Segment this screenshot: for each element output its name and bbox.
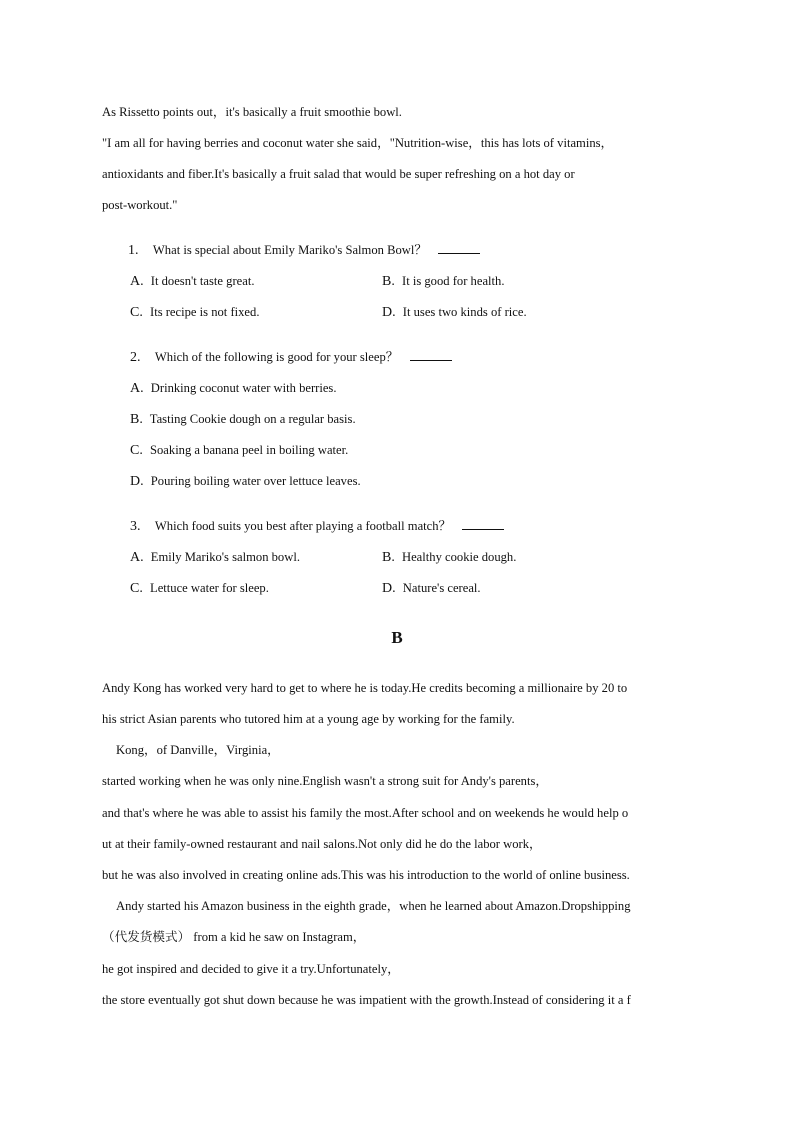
option-b: [382, 273, 504, 290]
option-text: Nature's cereal.: [402, 581, 481, 595]
option-text: Its recipe is not fixed.: [150, 305, 260, 319]
passage-line: As Rissetto points out，it's basically a fruit smoothie bowl.: [102, 105, 402, 119]
option-b: [130, 411, 356, 428]
option-c: [130, 580, 269, 597]
passage-line: Andy started his Amazon business in the eighth grade，when he learned about Amazon.Dropshipping: [116, 899, 631, 913]
question-1: [128, 242, 480, 259]
option-letter: B.: [382, 274, 395, 289]
option-d: [382, 304, 527, 321]
question-number: 3.: [130, 519, 141, 534]
option-letter: D.: [382, 305, 396, 320]
question-text: Which food suits you best after playing a football match？: [154, 519, 452, 533]
option-a: [130, 273, 254, 290]
option-letter: B.: [130, 412, 143, 427]
option-letter: A.: [130, 381, 144, 396]
answer-blank: [438, 242, 480, 254]
option-text: Tasting Cookie dough on a regular basis.: [149, 412, 356, 426]
option-text: Drinking coconut water with berries.: [150, 381, 337, 395]
option-text: It is good for health.: [402, 274, 505, 288]
option-a: [130, 380, 336, 397]
option-text: Pouring boiling water over lettuce leaves.: [150, 474, 361, 488]
question-number: 1.: [128, 243, 139, 258]
passage-line: but he was also involved in creating online ads.This was his introduction to the world of online business.: [102, 868, 630, 882]
answer-blank: [462, 518, 504, 530]
question-2: [130, 349, 452, 366]
option-letter: A.: [130, 274, 144, 289]
passage-line: he got inspired and decided to give it a try.Unfortunately，: [102, 962, 400, 976]
question-3: [130, 518, 504, 535]
option-text: It doesn't taste great.: [150, 274, 255, 288]
question-text: Which of the following is good for your sleep？: [154, 350, 399, 364]
option-c: [130, 304, 259, 321]
passage-line: ut at their family-owned restaurant and nail salons.Not only did he do the labor work，: [102, 837, 542, 851]
option-letter: C.: [130, 305, 143, 320]
passage-line: his strict Asian parents who tutored him at a young age by working for the family.: [102, 712, 515, 726]
option-c: [130, 442, 348, 459]
question-text: What is special about Emily Mariko's Salmon Bowl？: [152, 243, 427, 257]
option-d: [382, 580, 481, 597]
option-letter: D.: [382, 581, 396, 596]
option-letter: C.: [130, 443, 143, 458]
option-text: Healthy cookie dough.: [402, 550, 517, 564]
passage-line: antioxidants and fiber.It's basically a fruit salad that would be super refreshing on a hot day or: [102, 167, 575, 181]
option-letter: D.: [130, 474, 144, 489]
passage-line: the store eventually got shut down because he was impatient with the growth.Instead of considering it a f: [102, 993, 631, 1007]
question-number: 2.: [130, 350, 141, 365]
passage-line: Kong，of Danville，Virginia，: [116, 743, 280, 757]
option-letter: C.: [130, 581, 143, 596]
passage-line: Andy Kong has worked very hard to get to where he is today.He credits becoming a millionaire by 20 to: [102, 681, 628, 695]
option-b: [382, 549, 516, 566]
option-d: [130, 473, 361, 490]
option-text: Emily Mariko's salmon bowl.: [150, 550, 300, 564]
option-text: Lettuce water for sleep.: [150, 581, 269, 595]
passage-line: post-workout.": [102, 198, 178, 212]
passage-line: （代发货模式） from a kid he saw on Instagram，: [102, 930, 366, 944]
passage-line: "I am all for having berries and coconut water she said，"Nutrition-wise，this has lots of vitamins，: [102, 136, 614, 150]
section-title: B: [391, 628, 403, 647]
option-letter: A.: [130, 550, 144, 565]
answer-blank: [410, 349, 452, 361]
option-text: It uses two kinds of rice.: [402, 305, 527, 319]
passage-line: started working when he was only nine.English wasn't a strong suit for Andy's parents，: [102, 774, 548, 788]
passage-line: and that's where he was able to assist his family the most.After school and on weekends he would help o: [102, 806, 629, 820]
option-text: Soaking a banana peel in boiling water.: [150, 443, 349, 457]
option-a: [130, 549, 300, 566]
option-letter: B.: [382, 550, 395, 565]
